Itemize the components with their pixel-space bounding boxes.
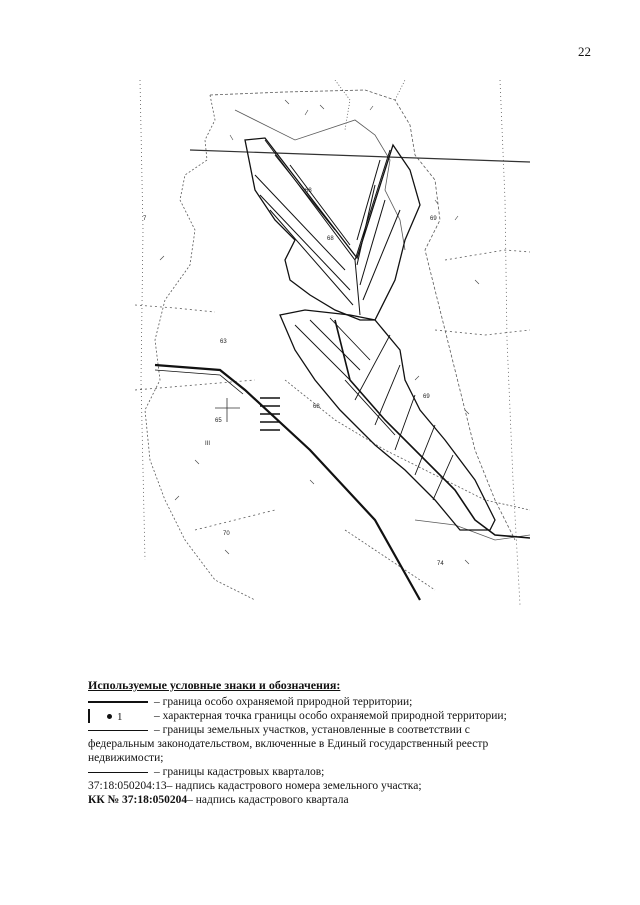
legend-item-text: – границы кадастровых кварталов; (154, 766, 325, 778)
parcel-label: 68 (313, 404, 320, 410)
parcel-label: 70 (223, 531, 230, 537)
legend-item-boundary-point (88, 709, 588, 723)
legend-item-text: недвижимости; (88, 752, 164, 764)
legend-item-land-parcels (88, 723, 588, 765)
dashed-line-symbol (88, 765, 148, 779)
thin-line-symbol (88, 723, 148, 737)
legend-item-cadastral-quarters (88, 765, 588, 779)
parcel-label: 7 (143, 216, 147, 222)
parcel-label: 63 (220, 339, 227, 345)
legend-item-parcel-number (88, 779, 588, 793)
legend-item-text: – надпись кадастрового номера земельного участка; (166, 780, 422, 792)
parcel-label: 69 (430, 216, 437, 222)
legend-item-text: – граница особо охраняемой природной территории; (154, 696, 413, 708)
parcel-label: 68 (305, 188, 312, 194)
legend-item-text: – надпись кадастрового квартала (187, 794, 349, 806)
map-legend (88, 678, 588, 807)
legend-item-quarter-label (88, 793, 588, 807)
thick-line-symbol (88, 695, 148, 709)
legend-item-text: – характерная точка границы особо охраняемой природной территории; (154, 710, 507, 722)
map-mark: III (205, 441, 211, 447)
page-number: 22 (578, 44, 591, 59)
cadastral-map (135, 80, 530, 605)
legend-item-text: федеральным законодательством, включенные в Единый государственный реестр (88, 738, 489, 750)
parcel-label: 69 (423, 394, 430, 400)
legend-item-protected-boundary (88, 695, 588, 709)
legend-title: Используемые условные знаки и обозначения: (88, 678, 341, 692)
parcel-label: 68 (327, 236, 334, 242)
parcel-label: 74 (437, 561, 444, 567)
parcel-label: 65 (215, 418, 222, 424)
boundary-point-symbol: 1 (88, 709, 148, 723)
parcel-number-code: 37:18:050204:13 (88, 780, 167, 792)
quarter-code: КК № 37:18:050204 (88, 794, 188, 806)
point-icon (107, 714, 112, 719)
legend-item-text: – границы земельных участков, установленные в соответствии с (154, 724, 470, 736)
